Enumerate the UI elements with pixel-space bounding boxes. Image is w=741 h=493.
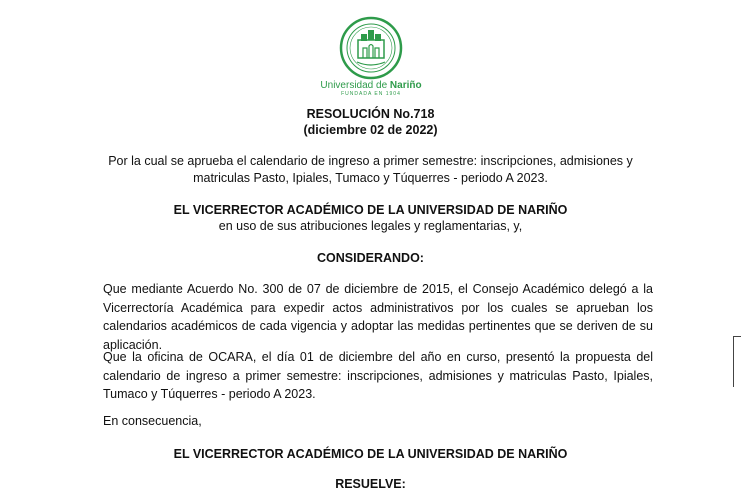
resolution-date: (diciembre 02 de 2022) xyxy=(303,123,438,137)
closing-authority-title: EL VICERRECTOR ACADÉMICO DE LA UNIVERSIDAD DE NARIÑO xyxy=(173,447,568,461)
logo-name-part2: Nariño xyxy=(389,80,422,91)
authority-title: EL VICERRECTOR ACADÉMICO DE LA UNIVERSIDAD DE NARIÑO xyxy=(173,203,568,217)
logo-tagline: FUNDADA EN 1904 xyxy=(341,91,401,97)
resuelve-heading: RESUELVE: xyxy=(335,477,406,491)
margin-bracket-mark xyxy=(733,336,741,387)
consequence-text: En consecuencia, xyxy=(103,414,202,428)
university-seal-icon xyxy=(339,16,403,80)
authority-subtitle: en uso de sus atribuciones legales y reglamentarias, y, xyxy=(218,219,523,233)
logo-name-part1: Universidad de xyxy=(320,80,390,91)
subject-line-2: matriculas Pasto, Ipiales, Tumaco y Túquerres - periodo A 2023. xyxy=(193,171,548,185)
considerando-paragraph-2: Que la oficina de OCARA, el día 01 de diciembre del año en curso, presentó la propuesta del calendario de ingreso a primer semestre: inscripciones, admisiones y matriculas Pasto, Ipiales, Tumaco y Túquerres - periodo A 2023. xyxy=(103,350,653,401)
considerando-paragraph-1: Que mediante Acuerdo No. 300 de 07 de diciembre de 2015, el Consejo Académico delegó a la Vicerrectoría Académica para expedir actos administrativos por los cuales se aprueban los calendarios académicos de cada vigencia y adoptar las medidas pertinentes que se deriven de su aplicación. xyxy=(103,282,653,352)
resolution-number: RESOLUCIÓN No.718 xyxy=(306,107,435,121)
subject-line-1: Por la cual se aprueba el calendario de ingreso a primer semestre: inscripciones, admisiones y xyxy=(108,154,633,168)
considerando-heading: CONSIDERANDO: xyxy=(317,251,424,265)
university-logo-name xyxy=(316,80,426,91)
